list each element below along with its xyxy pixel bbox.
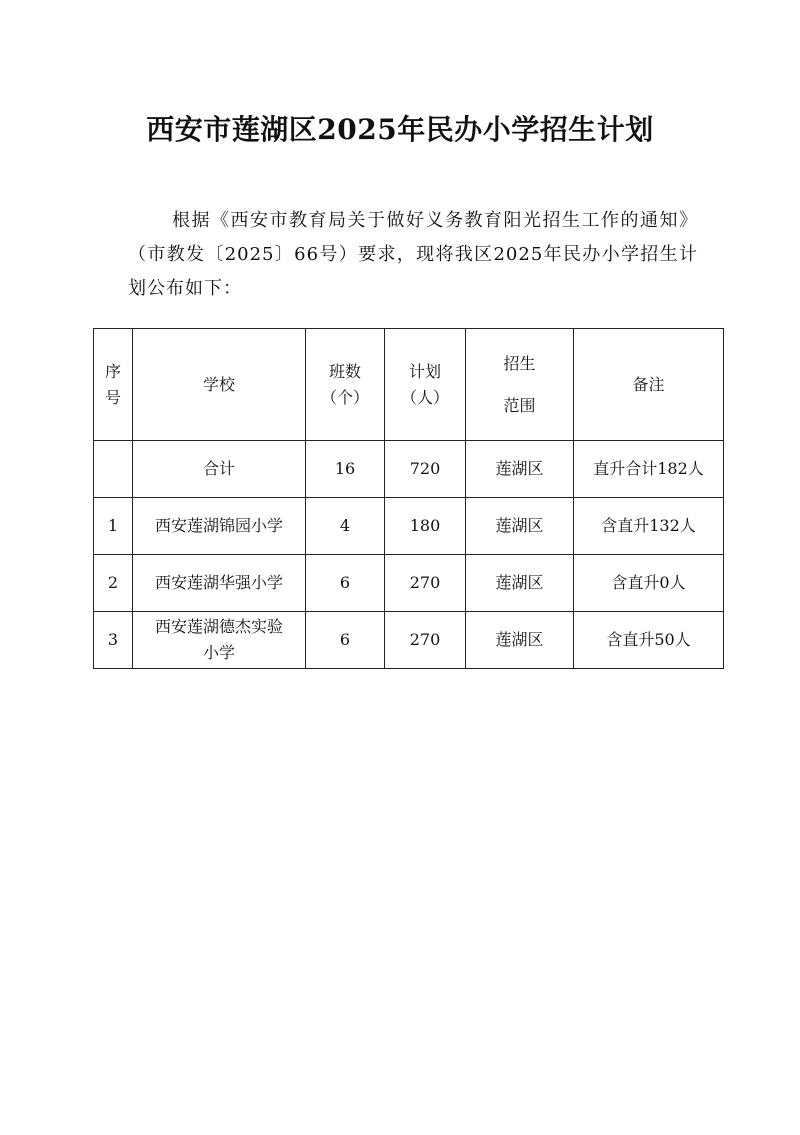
header-range xyxy=(466,329,574,441)
row-classes: 6 xyxy=(306,612,385,669)
row-seq: 3 xyxy=(94,612,133,669)
row-note: 含直升50人 xyxy=(574,612,724,669)
document-title: 西安市莲湖区2025年民办小学招生计划 xyxy=(146,113,654,146)
row-school xyxy=(133,612,306,669)
table-row xyxy=(94,498,724,555)
total-range: 莲湖区 xyxy=(466,441,574,498)
header-range-line2: 范围 xyxy=(503,395,536,415)
row-school-line1: 西安莲湖德杰实验 xyxy=(154,617,283,636)
row-plan: 270 xyxy=(385,612,466,669)
total-school: 合计 xyxy=(133,441,306,498)
row-school: 西安莲湖华强小学 xyxy=(133,555,306,612)
table-row xyxy=(94,555,724,612)
header-classes xyxy=(306,329,385,441)
total-seq xyxy=(94,441,133,498)
row-school-line2: 小学 xyxy=(202,643,235,662)
row-seq: 2 xyxy=(94,555,133,612)
header-seq-line2: 号 xyxy=(104,387,121,407)
header-plan-line2: （人） xyxy=(400,387,449,407)
header-plan xyxy=(385,329,466,441)
enrollment-plan-table xyxy=(93,328,724,669)
row-classes: 4 xyxy=(306,498,385,555)
row-seq: 1 xyxy=(94,498,133,555)
row-school: 西安莲湖锦园小学 xyxy=(133,498,306,555)
header-classes-line2: （个） xyxy=(320,387,369,407)
header-range-spacer xyxy=(468,377,571,393)
row-range: 莲湖区 xyxy=(466,498,574,555)
table-row xyxy=(94,612,724,669)
table-header-row xyxy=(94,329,724,441)
row-note: 含直升132人 xyxy=(574,498,724,555)
total-classes: 16 xyxy=(306,441,385,498)
row-plan: 180 xyxy=(385,498,466,555)
header-school: 学校 xyxy=(133,329,306,441)
total-note: 直升合计182人 xyxy=(574,441,724,498)
header-seq xyxy=(94,329,133,441)
row-range: 莲湖区 xyxy=(466,612,574,669)
header-plan-line1: 计划 xyxy=(408,361,441,381)
header-range-line1: 招生 xyxy=(503,353,536,373)
intro-paragraph: 根据《西安市教育局关于做好义务教育阳光招生工作的通知》（市教发〔2025〕66号）要求，现将我区2025年民办小学招生计划公布如下： xyxy=(128,210,698,299)
table-row-total xyxy=(94,441,724,498)
total-plan: 720 xyxy=(385,441,466,498)
row-note: 含直升0人 xyxy=(574,555,724,612)
row-plan: 270 xyxy=(385,555,466,612)
header-note: 备注 xyxy=(574,329,724,441)
header-classes-line1: 班数 xyxy=(328,361,361,381)
row-range: 莲湖区 xyxy=(466,555,574,612)
row-classes: 6 xyxy=(306,555,385,612)
header-seq-line1: 序 xyxy=(104,361,121,381)
